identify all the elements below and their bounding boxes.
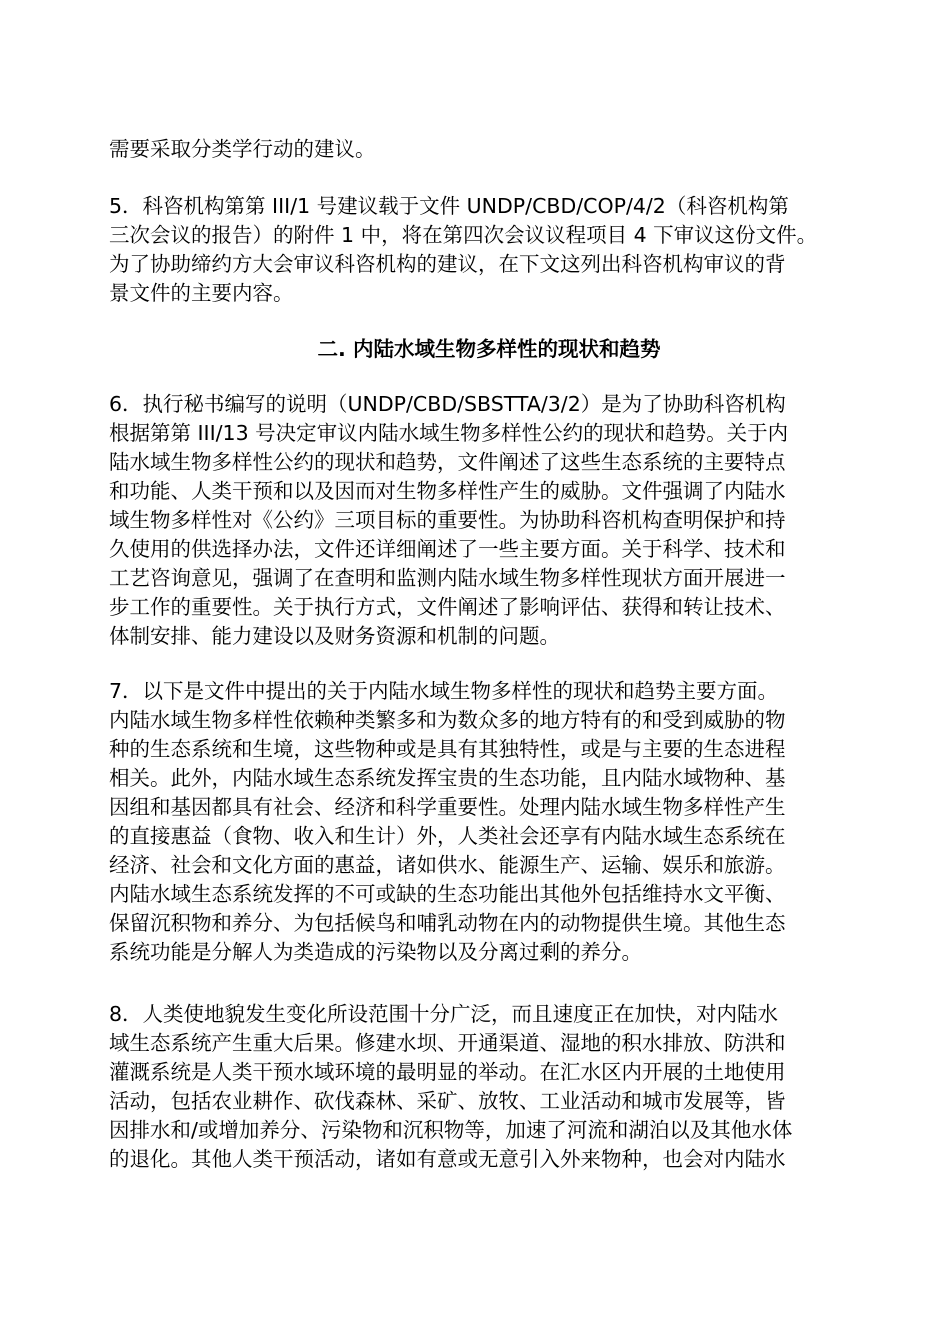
text-line: 相关。此外，内陆水域生态系统发挥宝贵的生态功能，且内陆水域物种、基 [109,766,786,790]
text-line: 久使用的供选择办法，文件还详细阐述了一些主要方面。关于科学、技术和 [109,537,786,561]
text-line: 6．执行秘书编写的说明（UNDP/CBD/SBSTTA/3/2）是为了协助科咨机构 [109,392,786,416]
text-line: 灌溉系统是人类干预水域环境的最明显的举动。在汇水区内开展的土地使用 [109,1060,786,1084]
text-line: 景文件的主要内容。 [109,281,294,305]
text-line: 工艺咨询意见，强调了在查明和监测内陆水域生物多样性现状方面开展进一 [109,566,786,590]
text-line: 种的生态系统和生境，这些物种或是具有其独特性，或是与主要的生态进程 [109,737,786,761]
text-line: 保留沉积物和养分、为包括候鸟和哺乳动物在内的动物提供生境。其他生态 [109,911,786,935]
paragraph-4-tail [109,135,869,164]
text-line: 三次会议的报告）的附件 1 中，将在第四次会议议程项目 4 下审议这份文件。 [109,223,818,247]
text-line: 系统功能是分解人为类造成的污染物以及分离过剩的养分。 [109,940,642,964]
paragraph-6 [109,390,869,651]
text-line: 内陆水域生物多样性依赖种类繁多和为数众多的地方特有的和受到威胁的物 [109,708,786,732]
text-line: 5．科咨机构第第 III/1 号建议载于文件 UNDP/CBD/COP/4/2（科咨机构第 [109,194,789,218]
section-heading: 二. 内陆水域生物多样性的现状和趋势 [317,337,661,361]
text-line: 需要采取分类学行动的建议。 [109,137,376,161]
text-line: 体制安排、能力建设以及财务资源和机制的问题。 [109,624,560,648]
text-line: 因排水和/或增加养分、污染物和沉积物等，加速了河流和湖泊以及其他水体 [109,1118,793,1142]
text-line: 域生态系统产生重大后果。修建水坝、开通渠道、湿地的积水排放、防洪和 [109,1031,786,1055]
text-line: 步工作的重要性。关于执行方式，文件阐述了影响评估、获得和转让技术、 [109,595,786,619]
text-line: 经济、社会和文化方面的惠益，诸如供水、能源生产、运输、娱乐和旅游。 [109,853,786,877]
text-line: 内陆水域生态系统发挥的不可或缺的生态功能出其他外包括维持水文平衡、 [109,882,786,906]
text-line: 因组和基因都具有社会、经济和科学重要性。处理内陆水域生物多样性产生 [109,795,786,819]
text-line: 的直接惠益（食物、收入和生计）外，人类社会还享有内陆水域生态系统在 [109,824,786,848]
text-line: 和功能、人类干预和以及因而对生物多样性产生的威胁。文件强调了内陆水 [109,479,786,503]
text-line: 根据第第 III/13 号决定审议内陆水域生物多样性公约的现状和趋势。关于内 [109,421,789,445]
paragraph-5 [109,192,869,308]
text-line: 8．人类使地貌发生变化所设范围十分广泛，而且速度正在加快，对内陆水 [109,1002,779,1026]
paragraph-7 [109,677,869,967]
text-line: 7．以下是文件中提出的关于内陆水域生物多样性的现状和趋势主要方面。 [109,679,779,703]
text-line: 活动，包括农业耕作、砍伐森林、采矿、放牧、工业活动和城市发展等，皆 [109,1089,786,1113]
text-line: 陆水域生物多样性公约的现状和趋势，文件阐述了这些生态系统的主要特点 [109,450,786,474]
text-line: 域生物多样性对《公约》三项目标的重要性。为协助科咨机构查明保护和持 [109,508,786,532]
text-line: 的退化。其他人类干预活动，诸如有意或无意引入外来物种，也会对内陆水 [109,1147,786,1171]
paragraph-8 [109,1000,869,1174]
text-line: 为了协助缔约方大会审议科咨机构的建议，在下文这列出科咨机构审议的背 [109,252,786,276]
